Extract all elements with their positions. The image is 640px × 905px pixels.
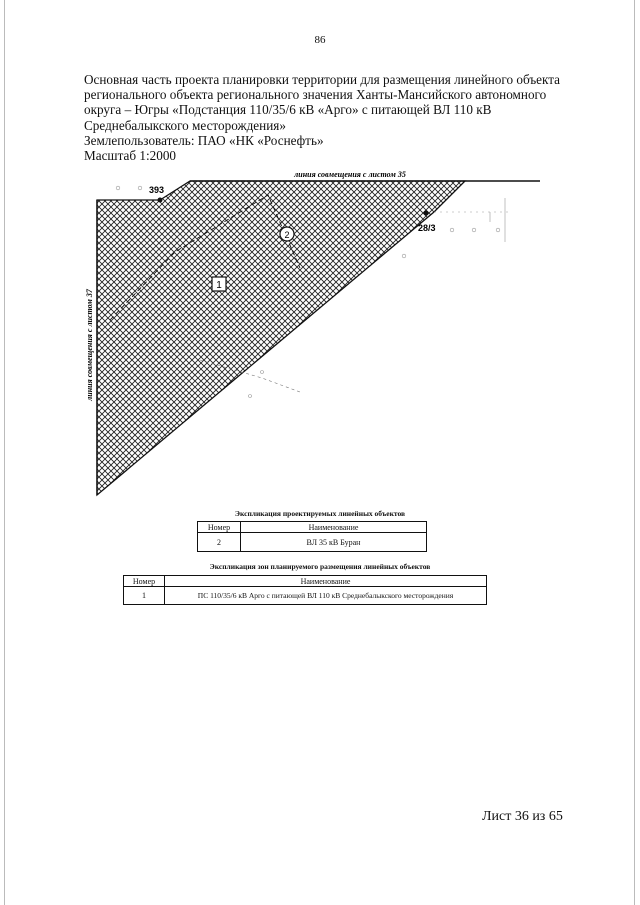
objects-row-number: 2 [198,533,241,552]
header-line-4: Среднебалыкского месторождения» [84,117,286,133]
top-match-line-label: линия совмещения с листом 35 [294,170,406,179]
point-28-3-marker [424,211,429,216]
objects-col-name: Наименование [241,522,427,533]
header-line-2: регионального объекта регионального значения Ханты-Мансийского автономного [84,87,547,103]
point-393-marker [158,198,163,203]
zones-table-header [124,576,487,587]
objects-row-name: ВЛ 35 кВ Буран [241,533,427,552]
header-line-3: округа – Югры «Подстанция 110/35/6 кВ «Арго» с питающей ВЛ 110 кВ [84,102,492,118]
object-marker-label: 2 [284,230,290,240]
sheet-number: Лист 36 из 65 [482,809,563,824]
table-row [198,533,427,552]
header-line-1: Основная часть проекта планировки территории для размещения линейного объекта [84,72,561,87]
page-number: 86 [314,34,326,46]
zones-table-caption: Экспликация зон планируемого размещения линейных объектов [209,562,431,571]
left-match-line-label: линия совмещения с листом 37 [85,289,94,401]
planned-zone-polygon [97,181,465,495]
zones-col-name: Наименование [165,576,487,587]
objects-table [197,521,427,552]
zone-marker-label: 1 [216,280,222,291]
objects-col-number: Номер [198,522,241,533]
map-scale: Масштаб 1:2000 [84,148,177,164]
zones-col-number: Номер [124,576,165,587]
point-28-3-label: 28/3 [418,223,436,233]
zones-row-name: ПС 110/35/6 кВ Арго с питающей ВЛ 110 кВ Среднебалыкского месторождения [165,587,487,605]
zones-table [123,575,487,605]
table-row [124,587,487,605]
zones-row-number: 1 [124,587,165,605]
point-393-label: 393 [149,185,165,195]
land-user: Землепользователь: ПАО «НК «Роснефть» [84,132,324,148]
objects-table-caption: Экспликация проектируемых линейных объектов [234,509,406,518]
objects-table-header [198,522,427,533]
